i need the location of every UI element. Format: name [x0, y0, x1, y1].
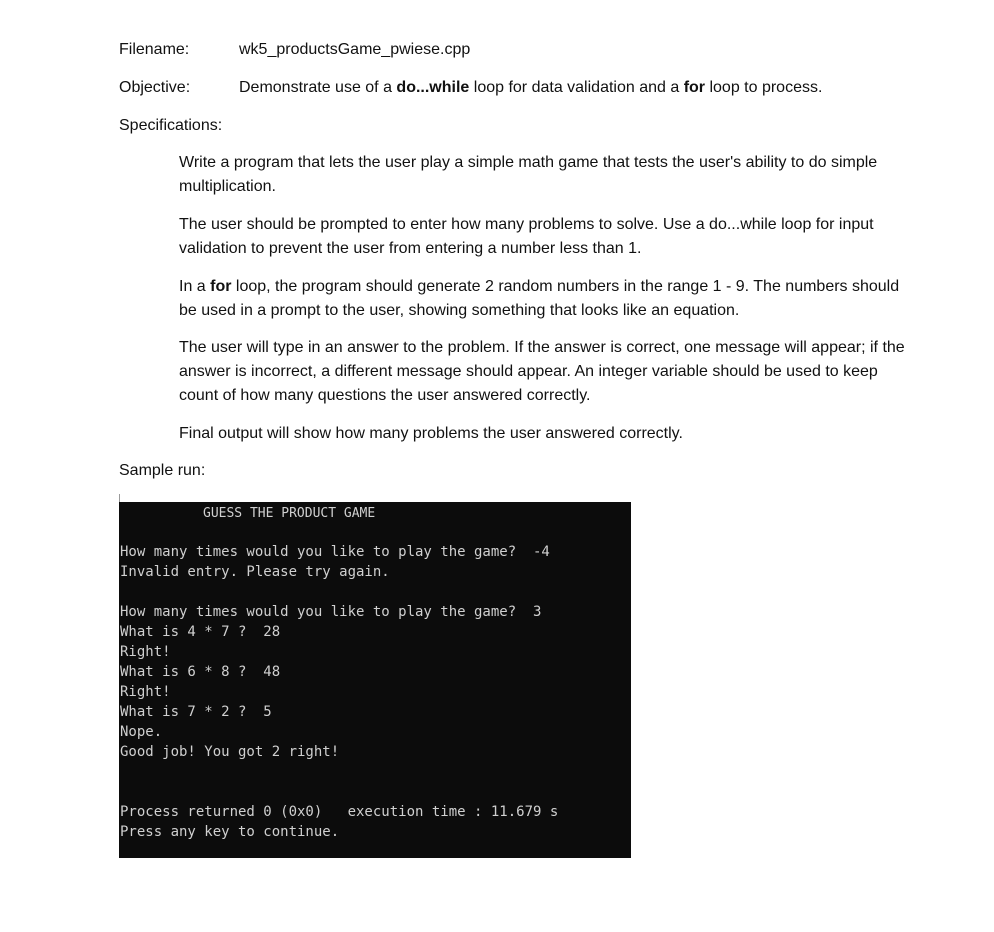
console-line: Process returned 0 (0x0) execution time : 11.679 s	[120, 804, 559, 820]
sample-run-label: Sample run:	[119, 462, 206, 479]
spec-paragraph-4: The user will type in an answer to the problem. If the answer is correct, one message will appear; if the answer is incorrect, a different message should appear. An integer variable should be used to keep count of how many questions the user answered correctly.	[179, 339, 905, 404]
console-line: Nope.	[120, 724, 163, 740]
console-line: Invalid entry. Please try again.	[120, 564, 390, 580]
console-line: Right!	[120, 684, 171, 700]
console-line: Press any key to continue.	[120, 824, 340, 840]
spec-paragraph-5: Final output will show how many problems the user answered correctly.	[179, 425, 683, 442]
console-output	[119, 502, 631, 858]
console-title: GUESS THE PRODUCT GAME	[203, 506, 376, 521]
filename-value: wk5_productsGame_pwiese.cpp	[239, 41, 471, 58]
objective-keyword-for: for	[683, 79, 706, 96]
objective-keyword-do-while: do...while	[396, 79, 470, 96]
objective-text-part: Demonstrate use of a	[239, 79, 397, 96]
specifications-label: Specifications:	[119, 117, 223, 134]
console-line: Right!	[120, 644, 171, 660]
console-line: How many times would you like to play the game? -4	[120, 544, 550, 560]
console-line: How many times would you like to play the game? 3	[120, 604, 542, 620]
spec-text-part: In a	[179, 278, 211, 295]
objective-text-part: loop for data validation and a	[469, 79, 684, 96]
spec-paragraph-2: The user should be prompted to enter how many problems to solve. Use a do...while loop for input validation to prevent the user from entering a number less than 1.	[179, 216, 874, 257]
spec-paragraph-3	[179, 275, 909, 323]
console-line: Good job! You got 2 right!	[120, 744, 340, 760]
objective-label: Objective:	[119, 79, 191, 96]
console-line: What is 6 * 8 ? 48	[120, 664, 281, 680]
spec-keyword-for: for	[210, 278, 232, 295]
console-edge-mark	[119, 494, 120, 502]
spec-text-part: loop, the program should generate 2 random numbers in the range 1 - 9. The numbers should be used in a prompt to the user, showing something that looks like an equation.	[179, 278, 900, 319]
console-line: What is 4 * 7 ? 28	[120, 624, 281, 640]
objective-text-part: loop to process.	[705, 79, 823, 96]
spec-paragraph-1: Write a program that lets the user play a simple math game that tests the user's ability to do simple multiplication.	[179, 154, 878, 195]
filename-label: Filename:	[119, 41, 190, 58]
objective-text	[239, 78, 822, 98]
console-line: What is 7 * 2 ? 5	[120, 704, 272, 720]
